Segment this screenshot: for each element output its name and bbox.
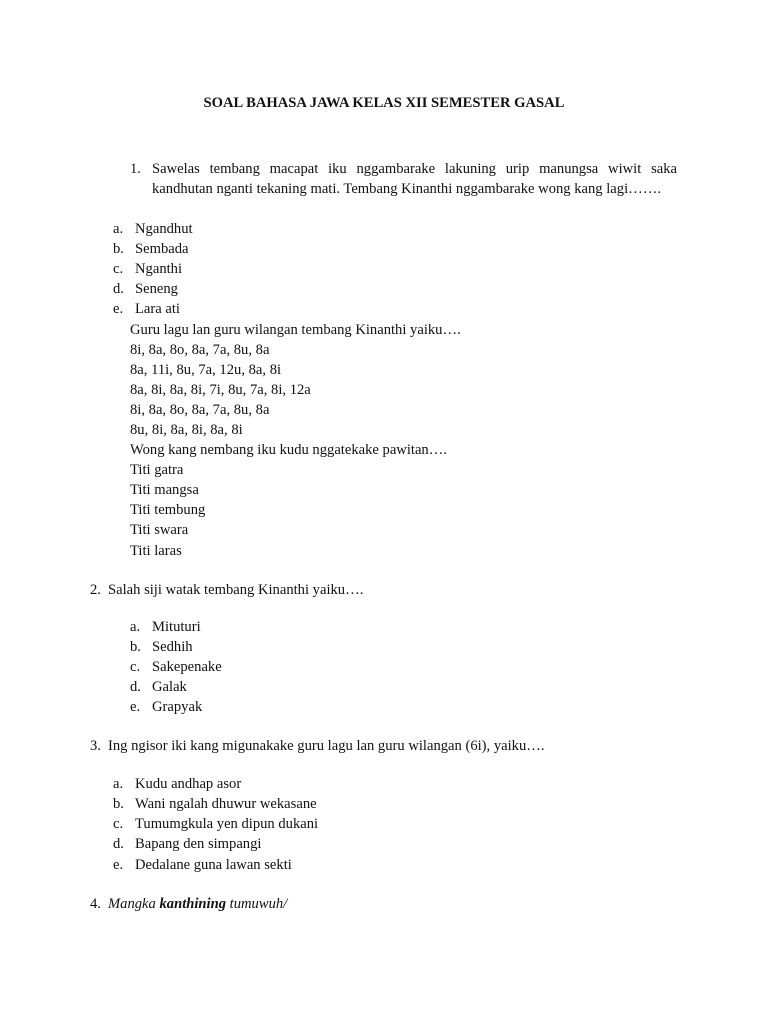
option-marker: d. [113, 836, 124, 852]
option-marker: c. [113, 816, 124, 832]
q1-option-b [113, 239, 189, 259]
option-text: Sakepenake [152, 659, 222, 675]
q2-option-c [130, 657, 222, 677]
question-text-part: tumuwuh/ [226, 896, 288, 912]
option-text: Bapang den simpangi [135, 836, 262, 852]
option-marker: c. [130, 659, 141, 675]
option-marker: a. [130, 619, 141, 635]
q2-option-d [130, 677, 187, 697]
option-text: Sembada [135, 241, 189, 257]
page-title: SOAL BAHASA JAWA KELAS XII SEMESTER GASAL [203, 95, 565, 111]
text-line: 8a, 8i, 8a, 8i, 7i, 8u, 7a, 8i, 12a [130, 382, 311, 398]
option-marker: b. [113, 241, 124, 257]
question-1-text: Sawelas tembang macapat iku nggambarake lakuning urip manungsa wiwit saka kandhutan nganti tekaning mati. Tembang Kinanthi nggambarake wong kang lagi……. [152, 161, 677, 197]
option-text: Seneng [135, 281, 178, 297]
text-line: Titi mangsa [130, 482, 199, 498]
question-2 [90, 580, 363, 600]
q1-option-a [113, 219, 193, 239]
option-marker: e. [130, 699, 141, 715]
q3-option-b [113, 794, 317, 814]
text-line: Titi gatra [130, 462, 184, 478]
option-text: Galak [152, 679, 187, 695]
text-line: 8u, 8i, 8a, 8i, 8a, 8i [130, 422, 243, 438]
q1-option-d [113, 279, 178, 299]
option-marker: a. [113, 221, 124, 237]
option-text: Sedhih [152, 639, 193, 655]
question-text: Salah siji watak tembang Kinanthi yaiku…. [108, 582, 364, 598]
question-3 [90, 736, 545, 756]
option-marker: e. [113, 857, 124, 873]
text-line: Titi laras [130, 543, 182, 559]
q1-option-c [113, 259, 182, 279]
q3-option-c [113, 814, 318, 834]
option-marker: d. [130, 679, 141, 695]
text-line: 8i, 8a, 8o, 8a, 7a, 8u, 8a [130, 402, 270, 418]
option-marker: e. [113, 301, 124, 317]
text-line: Titi swara [130, 522, 189, 538]
option-text: Mituturi [152, 619, 201, 635]
text-line: 8a, 11i, 8u, 7a, 12u, 8a, 8i [130, 362, 282, 378]
question-number: 3. [90, 738, 101, 754]
text-line: Wong kang nembang iku kudu nggatekake pawitan…. [130, 442, 447, 458]
question-4 [90, 894, 287, 914]
q2-option-b [130, 637, 193, 657]
option-text: Wani ngalah dhuwur wekasane [135, 796, 317, 812]
question-text-emphasis: kanthining [159, 896, 227, 912]
option-text: Dedalane guna lawan sekti [135, 857, 292, 873]
q2-option-a [130, 617, 201, 637]
q3-option-e [113, 855, 292, 875]
q1-option-e [113, 299, 180, 319]
option-text: Kudu andhap asor [135, 776, 242, 792]
q3-option-a [113, 774, 241, 794]
option-text: Nganthi [135, 261, 183, 277]
option-marker: d. [113, 281, 124, 297]
question-text: Ing ngisor iki kang migunakake guru lagu lan guru wilangan (6i), yaiku…. [108, 738, 545, 754]
text-line: 8i, 8a, 8o, 8a, 7a, 8u, 8a [130, 342, 270, 358]
option-marker: b. [113, 796, 124, 812]
q2-option-e [130, 697, 202, 717]
q3-option-d [113, 834, 261, 854]
question-text-part: Mangka [108, 896, 160, 912]
option-text: Grapyak [152, 699, 203, 715]
question-number: 4. [90, 896, 101, 912]
question-1-number: 1. [130, 161, 141, 177]
option-marker: c. [113, 261, 124, 277]
text-line: Titi tembung [130, 502, 206, 518]
question-number: 2. [90, 582, 101, 598]
option-text: Tumumgkula yen dipun dukani [135, 816, 319, 832]
text-line: Guru lagu lan guru wilangan tembang Kinanthi yaiku…. [130, 322, 461, 338]
option-marker: a. [113, 776, 124, 792]
option-marker: b. [130, 639, 141, 655]
option-text: Ngandhut [135, 221, 193, 237]
option-text: Lara ati [135, 301, 180, 317]
